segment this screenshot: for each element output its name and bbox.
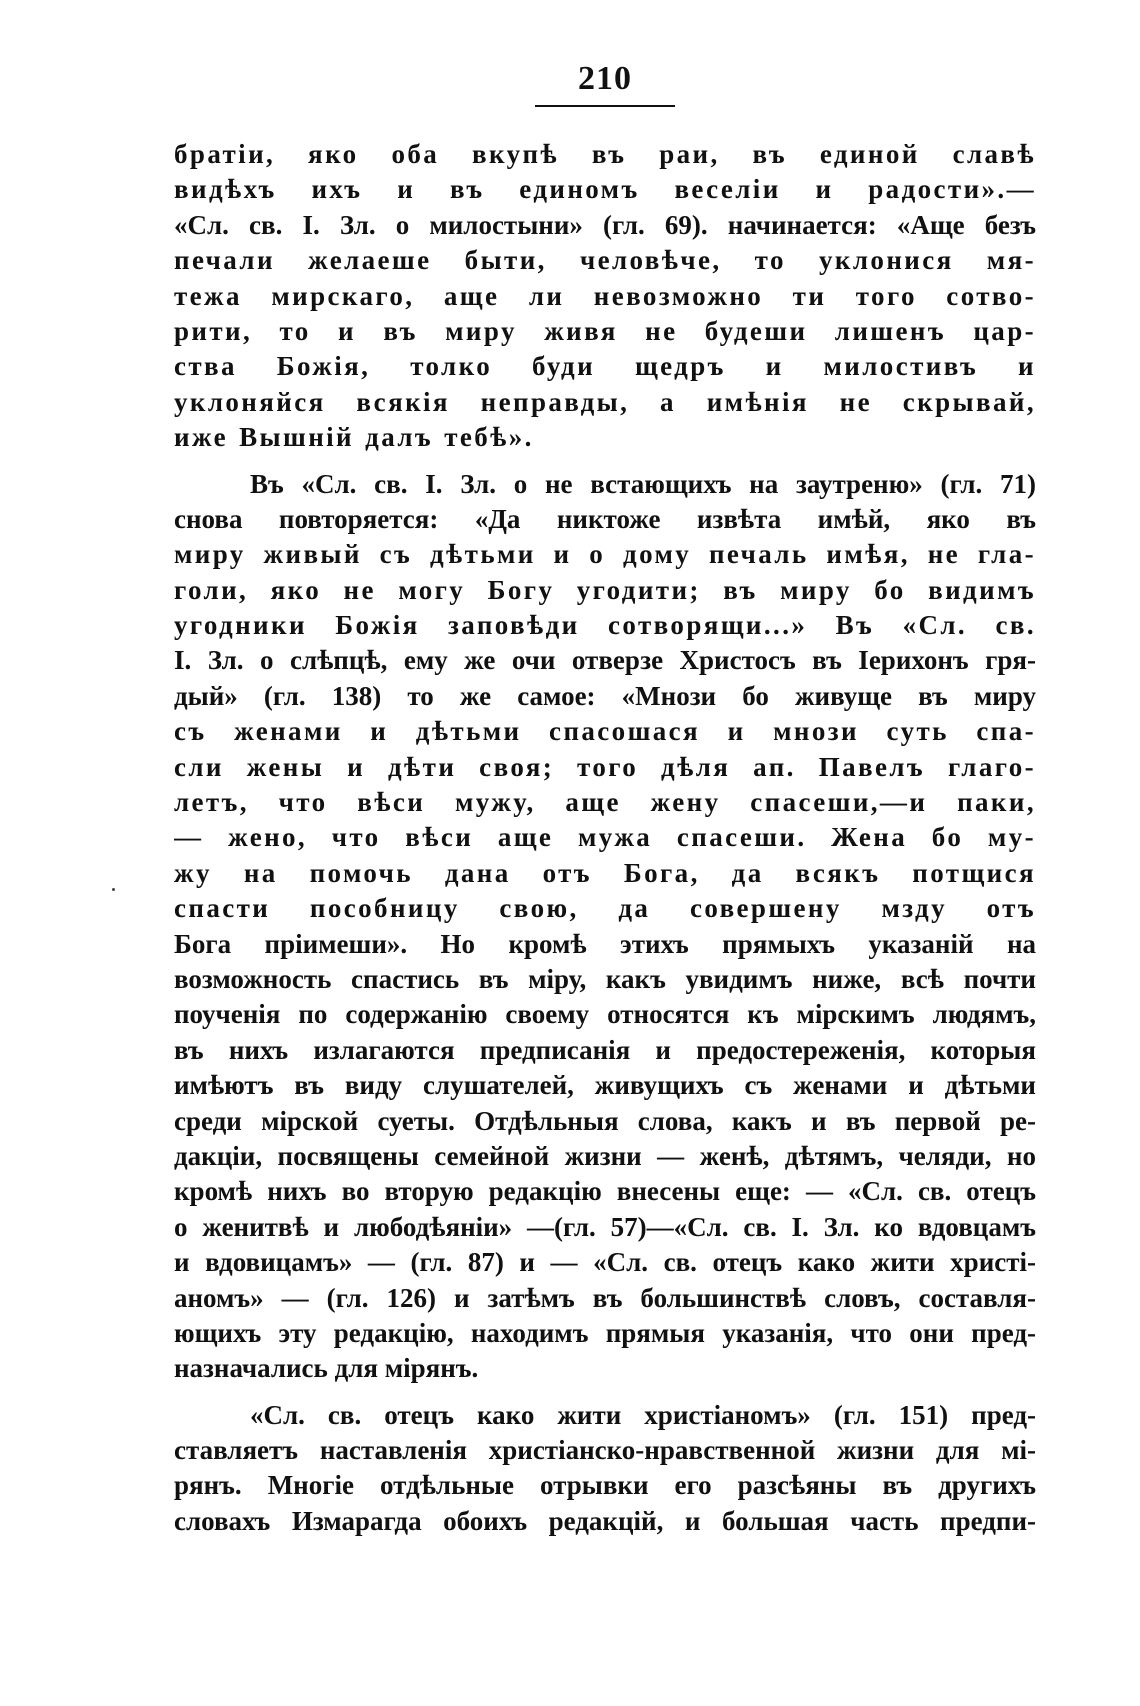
text-line: дакціи, посвящены семейной жизни — женѣ, дѣтямъ, челяди, но <box>174 1140 1036 1171</box>
text-line: Въ «Сл. св. І. Зл. о не встающихъ на заутреню» (гл. 71) <box>250 468 1036 499</box>
text-line: и вдовицамъ» — (гл. 87) и — «Сл. св. отецъ како жити христі- <box>174 1247 1036 1278</box>
text-line: дый» (гл. 138) то же самое: «Мнози бо живуще въ миру <box>174 680 1036 711</box>
text-line: видѣхъ ихъ и въ единомъ веселіи и радости».— <box>174 174 1036 205</box>
text-line: ставляетъ наставленія христіанско-нравственной жизни для мі- <box>174 1435 1036 1466</box>
text-line: угодники Божія заповѣди сотворящи...» Въ «Сл. св. <box>174 610 1036 641</box>
paragraph-gap <box>174 1387 1036 1398</box>
text-line: І. Зл. о слѣпцѣ, ему же очи отверзе Христосъ въ Іерихонъ гря- <box>174 645 1036 676</box>
text-line: рянъ. Многіе отдѣльные отрывки его разсѣяны въ другихъ <box>174 1470 1036 1501</box>
text-line: летъ, что вѣси мужу, аще жену спасеши,—и паки, <box>174 787 1036 818</box>
text-line: голи, яко не могу Богу угодити; въ миру бо видимъ <box>174 574 1036 605</box>
text-line: ства Божія, толко буди щедръ и милостивъ и <box>174 351 1036 382</box>
text-line: снова повторяется: «Да никтоже извѣта имѣй, яко въ <box>174 503 1036 534</box>
text-line: — жено, что вѣси аще мужа спасеши. Жена бо му- <box>174 822 1036 853</box>
text-line: сли жены и дѣти своя; того дѣля ап. Павелъ глаго- <box>174 751 1036 782</box>
text-line: тежа мирскаго, аще ли невозможно ти того сотво- <box>174 280 1036 311</box>
text-line: спасти пособницу свою, да совершену мзду отъ <box>174 893 1036 924</box>
text-line: возможность спастись въ міру, какъ увидимъ ниже, всѣ почти <box>174 963 1036 994</box>
text-line: ющихъ эту редакцію, находимъ прямыя указанія, что они пред- <box>174 1317 1036 1348</box>
text-line: миру живый съ дѣтьми и о дому печаль имѣя, не гла- <box>174 539 1036 570</box>
text-line: «Сл. св. отецъ како жити христіаномъ» (гл. 151) пред- <box>250 1399 1036 1430</box>
text-line: поученія по содержанію своему относятся къ мірскимъ людямъ, <box>174 999 1036 1030</box>
text-line: въ нихъ излагаются предписанія и предостереженія, которыя <box>174 1034 1036 1065</box>
text-line: о женитвѣ и любодѣяніи» —(гл. 57)—«Сл. св. І. Зл. ко вдовцамъ <box>174 1211 1036 1242</box>
paragraph-gap <box>174 456 1036 467</box>
text-line: уклоняйся всякія неправды, а имѣнія не скрывай, <box>174 386 1036 417</box>
text-line: аномъ» — (гл. 126) и затѣмъ въ большинствѣ словъ, составля- <box>174 1282 1036 1313</box>
text-line: братіи, яко оба вкупѣ въ раи, въ единой славѣ <box>174 139 1036 169</box>
text-line: жу на помочь дана отъ Бога, да всякъ потщися <box>174 857 1036 888</box>
body-text <box>174 137 1036 1539</box>
text-line: имѣютъ въ виду слушателей, живущихъ съ женами и дѣтьми <box>174 1070 1036 1101</box>
text-line: Бога пріимеши». Но кромѣ этихъ прямыхъ указаній на <box>174 928 1036 959</box>
page-number-underline <box>535 105 675 107</box>
page-number: 210 <box>578 60 632 97</box>
text-line: съ женами и дѣтьми спасошася и мнози суть спа- <box>174 716 1036 747</box>
text-line: словахъ Измарагда обоихъ редакцій, и большая часть предпи- <box>174 1505 1036 1536</box>
text-line: иже Вышній далъ тебѣ». <box>174 422 534 453</box>
text-line: назначались для мірянъ. <box>174 1353 479 1384</box>
text-line: кромѣ нихъ во вторую редакцію внесены еще: — «Сл. св. отецъ <box>174 1176 1036 1207</box>
text-line: печали желаеше быти, человѣче, то уклонися мя- <box>174 245 1036 276</box>
stray-ink-mark <box>112 888 115 891</box>
text-line: рити, то и въ миру живя не будеши лишенъ цар- <box>174 315 1036 346</box>
text-line: среди мірской суеты. Отдѣльныя слова, какъ и въ первой ре- <box>174 1105 1036 1136</box>
text-line: «Сл. св. І. Зл. о милостыни» (гл. 69). начинается: «Аще безъ <box>174 209 1036 240</box>
